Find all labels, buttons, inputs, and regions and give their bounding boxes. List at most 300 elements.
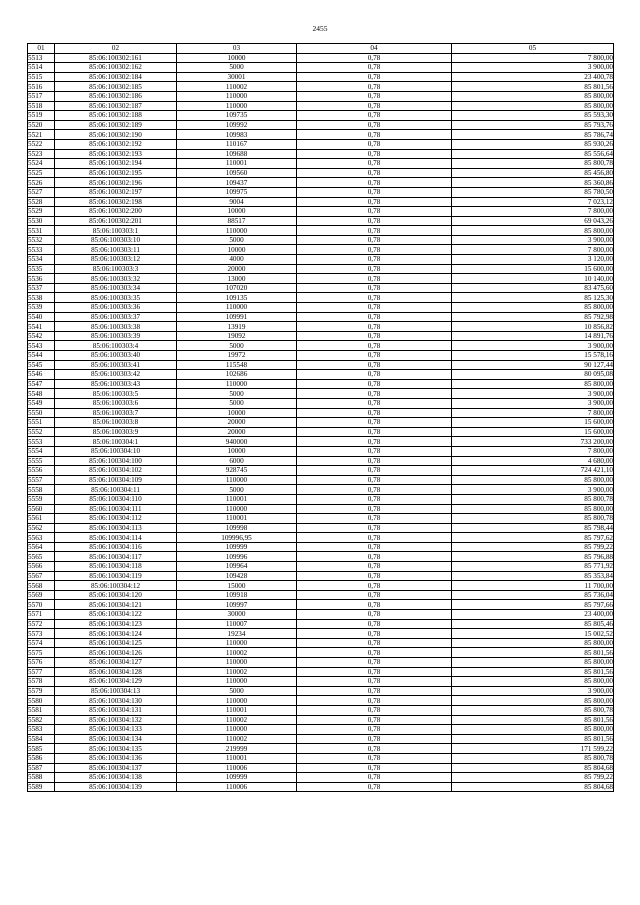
area-value: 110000 [177, 677, 297, 687]
area-value: 219999 [177, 744, 297, 754]
cadastral-number: 85:06:100303:12 [55, 255, 177, 265]
column-header-02: 02 [55, 44, 177, 54]
table-row [28, 475, 614, 485]
cadastral-number: 85:06:100304:136 [55, 753, 177, 763]
table-row [28, 235, 614, 245]
row-number: 5582 [28, 715, 55, 725]
rate-value: 0,78 [297, 312, 452, 322]
table-row [28, 159, 614, 169]
area-value: 4000 [177, 255, 297, 265]
row-number: 5531 [28, 226, 55, 236]
amount-value: 85 800,00 [452, 658, 614, 668]
table-row [28, 667, 614, 677]
area-value: 110001 [177, 494, 297, 504]
table-row [28, 600, 614, 610]
row-number: 5517 [28, 91, 55, 101]
table-row [28, 504, 614, 514]
row-number: 5578 [28, 677, 55, 687]
amount-value: 7 800,00 [452, 207, 614, 217]
area-value: 88517 [177, 216, 297, 226]
rate-value: 0,78 [297, 398, 452, 408]
table-row [28, 293, 614, 303]
area-value: 30001 [177, 72, 297, 82]
amount-value: 85 456,80 [452, 168, 614, 178]
amount-value: 85 800,78 [452, 705, 614, 715]
rate-value: 0,78 [297, 744, 452, 754]
area-value: 20000 [177, 264, 297, 274]
area-value: 110002 [177, 82, 297, 92]
rate-value: 0,78 [297, 552, 452, 562]
area-value: 110001 [177, 159, 297, 169]
rate-value: 0,78 [297, 159, 452, 169]
amount-value: 3 900,00 [452, 485, 614, 495]
amount-value: 85 800,00 [452, 303, 614, 313]
amount-value: 85 800,00 [452, 226, 614, 236]
rate-value: 0,78 [297, 773, 452, 783]
amount-value: 85 801,56 [452, 648, 614, 658]
cadastral-number: 85:06:100303:36 [55, 303, 177, 313]
table-row [28, 111, 614, 121]
cadastral-number: 85:06:100303:38 [55, 322, 177, 332]
rate-value: 0,78 [297, 379, 452, 389]
area-value: 19972 [177, 351, 297, 361]
amount-value: 724 421,10 [452, 466, 614, 476]
amount-value: 80 095,08 [452, 370, 614, 380]
row-number: 5585 [28, 744, 55, 754]
amount-value: 733 200,00 [452, 437, 614, 447]
area-value: 110002 [177, 715, 297, 725]
rate-value: 0,78 [297, 216, 452, 226]
cadastral-number: 85:06:100303:1 [55, 226, 177, 236]
area-value: 110000 [177, 226, 297, 236]
table-row [28, 226, 614, 236]
area-value: 109560 [177, 168, 297, 178]
table-row [28, 782, 614, 792]
cadastral-number: 85:06:100303:8 [55, 418, 177, 428]
row-number: 5551 [28, 418, 55, 428]
table-row [28, 542, 614, 552]
area-value: 9004 [177, 197, 297, 207]
area-value: 940000 [177, 437, 297, 447]
amount-value: 85 800,00 [452, 475, 614, 485]
area-value: 110007 [177, 619, 297, 629]
rate-value: 0,78 [297, 72, 452, 82]
table-row [28, 571, 614, 581]
row-number: 5533 [28, 245, 55, 255]
cadastral-number: 85:06:100303:40 [55, 351, 177, 361]
cadastral-number: 85:06:100304:109 [55, 475, 177, 485]
area-value: 110000 [177, 475, 297, 485]
rate-value: 0,78 [297, 418, 452, 428]
rate-value: 0,78 [297, 245, 452, 255]
rate-value: 0,78 [297, 149, 452, 159]
row-number: 5550 [28, 408, 55, 418]
row-number: 5562 [28, 523, 55, 533]
table-row [28, 72, 614, 82]
table-row [28, 629, 614, 639]
table-row [28, 610, 614, 620]
amount-value: 3 900,00 [452, 63, 614, 73]
cadastral-number: 85:06:100304:13 [55, 686, 177, 696]
rate-value: 0,78 [297, 207, 452, 217]
amount-value: 85 353,84 [452, 571, 614, 581]
row-number: 5581 [28, 705, 55, 715]
amount-value: 11 700,00 [452, 581, 614, 591]
amount-value: 85 800,00 [452, 504, 614, 514]
table-row [28, 705, 614, 715]
cadastral-number: 85:06:100302:197 [55, 187, 177, 197]
amount-value: 85 792,98 [452, 312, 614, 322]
area-value: 5000 [177, 398, 297, 408]
row-number: 5546 [28, 370, 55, 380]
table-row [28, 590, 614, 600]
area-value: 109996 [177, 552, 297, 562]
column-header-05: 05 [452, 44, 614, 54]
area-value: 928745 [177, 466, 297, 476]
table-row [28, 283, 614, 293]
table-row [28, 533, 614, 543]
table-row [28, 303, 614, 313]
amount-value: 3 900,00 [452, 235, 614, 245]
rate-value: 0,78 [297, 705, 452, 715]
amount-value: 90 127,44 [452, 360, 614, 370]
area-value: 109999 [177, 773, 297, 783]
table-row [28, 686, 614, 696]
cadastral-number: 85:06:100303:5 [55, 389, 177, 399]
area-value: 30000 [177, 610, 297, 620]
cadastral-number: 85:06:100304:111 [55, 504, 177, 514]
table-row [28, 408, 614, 418]
cadastral-number: 85:06:100303:34 [55, 283, 177, 293]
amount-value: 85 800,00 [452, 638, 614, 648]
row-number: 5543 [28, 341, 55, 351]
amount-value: 85 800,00 [452, 725, 614, 735]
rate-value: 0,78 [297, 523, 452, 533]
cadastral-number: 85:06:100303:10 [55, 235, 177, 245]
row-number: 5544 [28, 351, 55, 361]
row-number: 5521 [28, 130, 55, 140]
cadastral-number: 85:06:100304:117 [55, 552, 177, 562]
amount-value: 85 800,00 [452, 379, 614, 389]
rate-value: 0,78 [297, 370, 452, 380]
rate-value: 0,78 [297, 264, 452, 274]
cadastral-number: 85:06:100303:42 [55, 370, 177, 380]
row-number: 5573 [28, 629, 55, 639]
row-number: 5586 [28, 753, 55, 763]
area-value: 10000 [177, 446, 297, 456]
rate-value: 0,78 [297, 658, 452, 668]
rate-value: 0,78 [297, 514, 452, 524]
rate-value: 0,78 [297, 139, 452, 149]
cadastral-number: 85:06:100304:102 [55, 466, 177, 476]
table-row [28, 427, 614, 437]
amount-value: 85 799,22 [452, 542, 614, 552]
row-number: 5528 [28, 197, 55, 207]
amount-value: 15 002,52 [452, 629, 614, 639]
cadastral-number: 85:06:100303:35 [55, 293, 177, 303]
cadastral-number: 85:06:100304:135 [55, 744, 177, 754]
cadastral-number: 85:06:100302:196 [55, 178, 177, 188]
rate-value: 0,78 [297, 610, 452, 620]
row-number: 5524 [28, 159, 55, 169]
area-value: 110000 [177, 303, 297, 313]
amount-value: 83 475,60 [452, 283, 614, 293]
area-value: 110167 [177, 139, 297, 149]
row-number: 5561 [28, 514, 55, 524]
row-number: 5568 [28, 581, 55, 591]
table-row [28, 370, 614, 380]
row-number: 5558 [28, 485, 55, 495]
area-value: 115548 [177, 360, 297, 370]
row-number: 5588 [28, 773, 55, 783]
row-number: 5535 [28, 264, 55, 274]
amount-value: 85 771,92 [452, 562, 614, 572]
amount-value: 85 801,56 [452, 715, 614, 725]
cadastral-number: 85:06:100304:113 [55, 523, 177, 533]
cadastral-number: 85:06:100304:114 [55, 533, 177, 543]
row-number: 5557 [28, 475, 55, 485]
area-value: 102686 [177, 370, 297, 380]
rate-value: 0,78 [297, 101, 452, 111]
amount-value: 85 800,00 [452, 101, 614, 111]
row-number: 5575 [28, 648, 55, 658]
rate-value: 0,78 [297, 446, 452, 456]
cadastral-number: 85:06:100302:188 [55, 111, 177, 121]
rate-value: 0,78 [297, 533, 452, 543]
amount-value: 85 556,64 [452, 149, 614, 159]
row-number: 5580 [28, 696, 55, 706]
cadastral-number: 85:06:100304:1 [55, 437, 177, 447]
rate-value: 0,78 [297, 456, 452, 466]
amount-value: 85 801,56 [452, 82, 614, 92]
area-value: 109688 [177, 149, 297, 159]
table-row [28, 658, 614, 668]
area-value: 109998 [177, 523, 297, 533]
cadastral-number: 85:06:100304:132 [55, 715, 177, 725]
amount-value: 85 796,88 [452, 552, 614, 562]
rate-value: 0,78 [297, 782, 452, 792]
table-row [28, 101, 614, 111]
amount-value: 85 736,04 [452, 590, 614, 600]
table-row [28, 63, 614, 73]
amount-value: 85 804,68 [452, 763, 614, 773]
cadastral-number: 85:06:100304:119 [55, 571, 177, 581]
area-value: 10000 [177, 207, 297, 217]
area-value: 109983 [177, 130, 297, 140]
rate-value: 0,78 [297, 226, 452, 236]
table-row [28, 437, 614, 447]
rate-value: 0,78 [297, 542, 452, 552]
amount-value: 23 400,00 [452, 610, 614, 620]
area-value: 13919 [177, 322, 297, 332]
table-row [28, 773, 614, 783]
area-value: 109992 [177, 120, 297, 130]
cadastral-number: 85:06:100304:11 [55, 485, 177, 495]
table-row [28, 360, 614, 370]
row-number: 5576 [28, 658, 55, 668]
area-value: 110006 [177, 782, 297, 792]
rate-value: 0,78 [297, 360, 452, 370]
rate-value: 0,78 [297, 120, 452, 130]
cadastral-number: 85:06:100303:32 [55, 274, 177, 284]
table-body [28, 53, 614, 792]
area-value: 109996,95 [177, 533, 297, 543]
table-row [28, 715, 614, 725]
cadastral-number: 85:06:100303:41 [55, 360, 177, 370]
table-row [28, 725, 614, 735]
cadastral-number: 85:06:100304:12 [55, 581, 177, 591]
cadastral-number: 85:06:100304:129 [55, 677, 177, 687]
area-value: 13000 [177, 274, 297, 284]
table-row [28, 753, 614, 763]
cadastral-number: 85:06:100303:11 [55, 245, 177, 255]
table-row [28, 255, 614, 265]
cadastral-number: 85:06:100304:128 [55, 667, 177, 677]
cadastral-number: 85:06:100304:137 [55, 763, 177, 773]
row-number: 5549 [28, 398, 55, 408]
rate-value: 0,78 [297, 351, 452, 361]
table-row [28, 351, 614, 361]
cadastral-number: 85:06:100302:189 [55, 120, 177, 130]
row-number: 5556 [28, 466, 55, 476]
rate-value: 0,78 [297, 178, 452, 188]
table-row [28, 418, 614, 428]
table-row [28, 638, 614, 648]
rate-value: 0,78 [297, 283, 452, 293]
row-number: 5559 [28, 494, 55, 504]
table-row [28, 763, 614, 773]
row-number: 5540 [28, 312, 55, 322]
rate-value: 0,78 [297, 427, 452, 437]
rate-value: 0,78 [297, 235, 452, 245]
cadastral-table [27, 43, 614, 792]
rate-value: 0,78 [297, 753, 452, 763]
table-row [28, 523, 614, 533]
table-row [28, 456, 614, 466]
amount-value: 85 930,26 [452, 139, 614, 149]
area-value: 10000 [177, 408, 297, 418]
row-number: 5536 [28, 274, 55, 284]
cadastral-number: 85:06:100303:9 [55, 427, 177, 437]
cadastral-number: 85:06:100303:6 [55, 398, 177, 408]
row-number: 5569 [28, 590, 55, 600]
table-row [28, 466, 614, 476]
table-row [28, 207, 614, 217]
amount-value: 4 680,00 [452, 456, 614, 466]
table-row [28, 494, 614, 504]
rate-value: 0,78 [297, 187, 452, 197]
amount-value: 15 600,00 [452, 418, 614, 428]
rate-value: 0,78 [297, 322, 452, 332]
row-number: 5523 [28, 149, 55, 159]
row-number: 5564 [28, 542, 55, 552]
column-header-03: 03 [177, 44, 297, 54]
cadastral-number: 85:06:100302:198 [55, 197, 177, 207]
amount-value: 23 400,78 [452, 72, 614, 82]
area-value: 10000 [177, 53, 297, 63]
rate-value: 0,78 [297, 53, 452, 63]
table-row [28, 696, 614, 706]
table-row [28, 322, 614, 332]
cadastral-number: 85:06:100302:200 [55, 207, 177, 217]
area-value: 20000 [177, 427, 297, 437]
area-value: 109999 [177, 542, 297, 552]
rate-value: 0,78 [297, 581, 452, 591]
area-value: 10000 [177, 245, 297, 255]
table-row [28, 168, 614, 178]
amount-value: 7 023,12 [452, 197, 614, 207]
cadastral-number: 85:06:100304:122 [55, 610, 177, 620]
row-number: 5534 [28, 255, 55, 265]
rate-value: 0,78 [297, 667, 452, 677]
amount-value: 10 856,82 [452, 322, 614, 332]
rate-value: 0,78 [297, 638, 452, 648]
cadastral-number: 85:06:100302:201 [55, 216, 177, 226]
amount-value: 85 800,78 [452, 494, 614, 504]
amount-value: 3 900,00 [452, 686, 614, 696]
cadastral-number: 85:06:100304:139 [55, 782, 177, 792]
row-number: 5525 [28, 168, 55, 178]
row-number: 5567 [28, 571, 55, 581]
amount-value: 7 800,00 [452, 408, 614, 418]
table-row [28, 581, 614, 591]
cadastral-number: 85:06:100303:3 [55, 264, 177, 274]
amount-value: 85 800,78 [452, 514, 614, 524]
rate-value: 0,78 [297, 485, 452, 495]
amount-value: 85 360,86 [452, 178, 614, 188]
row-number: 5519 [28, 111, 55, 121]
area-value: 5000 [177, 235, 297, 245]
rate-value: 0,78 [297, 763, 452, 773]
rate-value: 0,78 [297, 168, 452, 178]
amount-value: 85 593,30 [452, 111, 614, 121]
table-row [28, 619, 614, 629]
table-row [28, 264, 614, 274]
rate-value: 0,78 [297, 648, 452, 658]
row-number: 5522 [28, 139, 55, 149]
table-row [28, 274, 614, 284]
amount-value: 15 600,00 [452, 427, 614, 437]
amount-value: 7 800,00 [452, 446, 614, 456]
amount-value: 10 140,00 [452, 274, 614, 284]
cadastral-number: 85:06:100304:118 [55, 562, 177, 572]
table-row [28, 130, 614, 140]
table-row [28, 149, 614, 159]
rate-value: 0,78 [297, 715, 452, 725]
area-value: 15000 [177, 581, 297, 591]
area-value: 110000 [177, 638, 297, 648]
cadastral-number: 85:06:100304:133 [55, 725, 177, 735]
row-number: 5513 [28, 53, 55, 63]
table-row [28, 514, 614, 524]
row-number: 5547 [28, 379, 55, 389]
row-number: 5555 [28, 456, 55, 466]
amount-value: 85 804,68 [452, 782, 614, 792]
cadastral-number: 85:06:100302:184 [55, 72, 177, 82]
amount-value: 85 125,30 [452, 293, 614, 303]
table-row [28, 341, 614, 351]
amount-value: 15 600,00 [452, 264, 614, 274]
rate-value: 0,78 [297, 91, 452, 101]
area-value: 109997 [177, 600, 297, 610]
table-row [28, 677, 614, 687]
table-row [28, 734, 614, 744]
row-number: 5545 [28, 360, 55, 370]
cadastral-number: 85:06:100302:193 [55, 149, 177, 159]
cadastral-number: 85:06:100303:43 [55, 379, 177, 389]
amount-value: 85 799,22 [452, 773, 614, 783]
cadastral-number: 85:06:100302:194 [55, 159, 177, 169]
